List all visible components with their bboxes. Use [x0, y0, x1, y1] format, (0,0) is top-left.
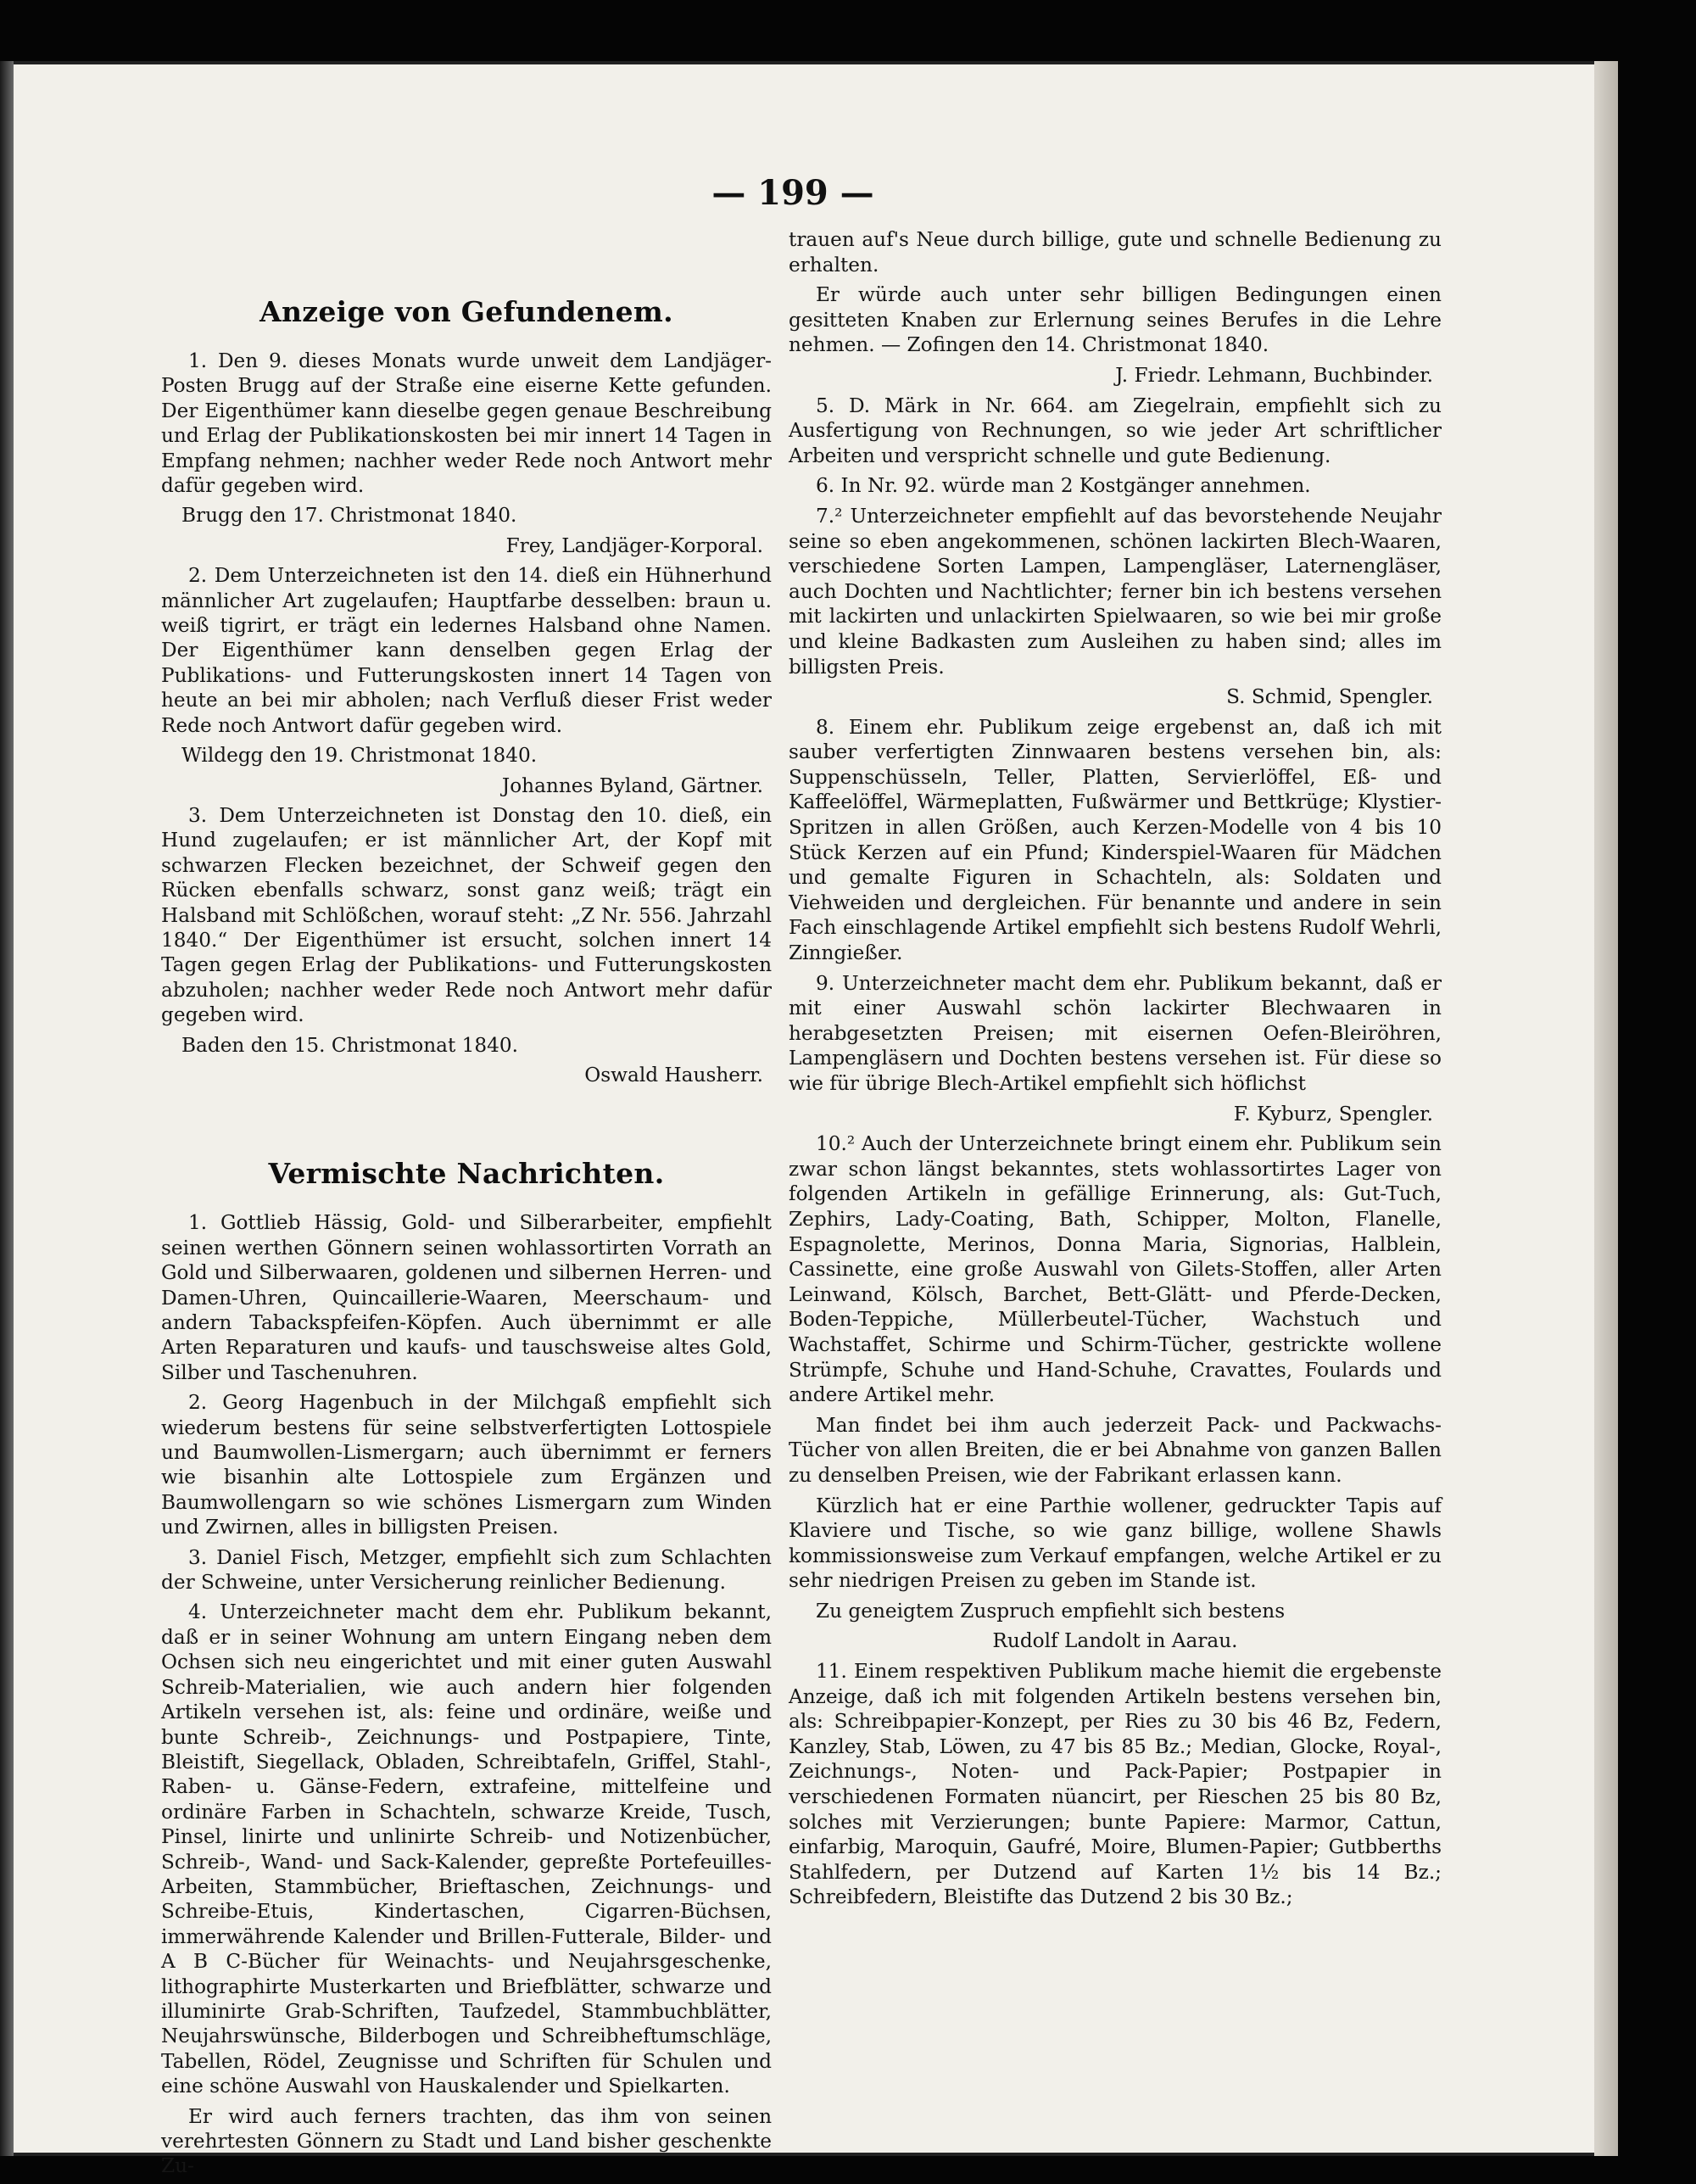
found-notice-1-signature: Frey, Landjäger-Korporal.: [505, 533, 763, 557]
misc-notice-7-signature: S. Schmid, Spengler.: [1226, 685, 1433, 709]
found-notice-3: 3. Dem Unterzeichneten ist Donstag den 10. dieß, ein Hund zugelaufen; er ist männlicher Art, der Kopf mit schwarzen Flecken bezeichnet, der Schweif gegen den Rücken ebenfalls schwarz, sonst ganz weiß; trägt ein Halsband mit Schlößchen, worauf steht: „Z Nr. 556. Jahrzahl 1840.“ Der Eigenthümer ist ersucht, solchen innert 14 Tagen gegen Erlag der Publikations- und Futterungskosten abzuholen; nachher weder Rede noch Antwort mehr dafür gegeben wird.: [161, 803, 772, 1027]
misc-notice-3: 3. Daniel Fisch, Metzger, empfiehlt sich zum Schlachten der Schweine, unter Versicherung reinlicher Bedienung.: [161, 1545, 772, 1595]
found-notice-2-place: Wildegg den 19. Christmonat 1840.: [181, 744, 538, 768]
misc-notice-4-signature: J. Friedr. Lehmann, Buchbinder.: [1115, 363, 1433, 387]
misc-notice-4: 4. Unterzeichneter macht dem ehr. Publikum bekannt, daß er in seiner Wohnung am untern Eingang neben dem Ochsen sich neu eingerichtet und mit einer guten Auswahl Schreib-Materialien, wie auch andern hier folgenden Artikeln versehen ist, als: feine und ordinäre, weiße und bunte Schreib-, Zeichnungs- und Postpapiere, Tinte, Bleistift, Siegellack, Obladen, Schreibtafeln, Griffel, Stahl-, Raben- u. Gänse-Federn, extrafeine, mittelfeine und ordinäre Farben in Schachteln, schwarze Kreide, Tusch, Pinsel, linirte und unlinirte Schreib- und Notizenbücher, Schreib-, Wand- und Sack-Kalender, gepreßte Portefeuilles-Arbeiten, Stammbücher, Brieftaschen, Zeichnungs- und Schreibe-Etuis, Kindertaschen, Cigarren-Büchsen, immerwährende Kalender und Brillen-Futterale, Bilder- und A B C-Bücher für Weinachts- und Neujahrsgeschenke, lithographirte Musterkarten und Briefblätter, schwarze und illuminirte Grab-Schriften, Taufzedel, Stammbuchblätter, Neujahrswünsche, Bilderbogen und Schreibheftumschläge, Tabellen, Rödel, Zeugnisse und Schriften für Schulen und eine schöne Auswahl von Hauskalender und Spielkarten.: [161, 1600, 772, 2098]
page-left-edge: [0, 61, 14, 2156]
misc-notice-8: 8. Einem ehr. Publikum zeige ergebenst an, daß ich mit sauber verfertigten Zinnwaaren bestens versehen bin, als: Suppenschüsseln, Teller, Platten, Servierlöffel, Eß- und Kaffeelöffel, Wärmeplatten, Fußwärmer und Bettkrüge; Klystier-Spritzen in allen Größen, auch Kerzen-Modelle von 4 bis 10 Stück Kerzen auf ein Pfund; Kinderspiel-Waaren für Mädchen und gemalte Figuren in Schachteln, als: Soldaten und Viehweiden und dergleichen. Für benannte und andere in sein Fach einschlagende Artikel empfiehlt sich bestens Rudolf Wehrli, Zinngießer.: [789, 715, 1442, 965]
page-right-edge: [1594, 61, 1618, 2156]
found-notice-1: 1. Den 9. dieses Monats wurde unweit dem Landjäger-Posten Brugg auf der Straße eine eiserne Kette gefunden. Der Eigenthümer kann dieselbe gegen genaue Beschreibung und Erlag der Publikationskosten bei mir innert 14 Tagen in Empfang nehmen; nachher weder Rede noch Antwort mehr dafür gegeben wird.: [161, 349, 772, 498]
misc-notice-10-closing: Zu geneigtem Zuspruch empfiehlt sich bestens: [816, 1599, 1286, 1623]
newspaper-page: [0, 61, 1618, 2178]
misc-notice-4-apprentice: Er würde auch unter sehr billigen Bedingungen einen gesitteten Knaben zur Erlernung seines Berufes in die Lehre nehmen. — Zofingen den 14. Christmonat 1840.: [789, 283, 1442, 357]
misc-notice-1: 1. Gottlieb Hässig, Gold- und Silberarbeiter, empfiehlt seinen werthen Gönnern seinen wohlassortirten Vorrath an Gold und Silberwaaren, goldenen und silbernen Herren- und Damen-Uhren, Quincaillerie-Waaren, Meerschaum- und andern Tabackspfeifen-Köpfen. Auch übernimmt er alle Arten Reparaturen und kaufs- und tauschsweise altes Gold, Silber und Taschenuhren.: [161, 1211, 772, 1384]
right-column: [789, 228, 1442, 1915]
left-column: [161, 231, 772, 2184]
misc-notice-6: 6. In Nr. 92. würde man 2 Kostgänger annehmen.: [816, 474, 1311, 498]
found-notice-2: 2. Dem Unterzeichneten ist den 14. dieß ein Hühnerhund männlicher Art zugelaufen; Hauptfarbe desselben: braun u. weiß tigrirt, er trägt ein ledernes Halsband ohne Namen. Der Eigenthümer kann denselben gegen Erlag der Publikations- und Futterungskosten innert 14 Tagen von heute an bei mir abholen; nach Verfluß dieser Frist weder Rede noch Antwort dafür gegeben wird.: [161, 564, 772, 737]
found-notice-2-signature: Johannes Byland, Gärtner.: [501, 774, 763, 797]
page-number: — 199 —: [711, 173, 874, 213]
misc-notice-2: 2. Georg Hagenbuch in der Milchgaß empfiehlt sich wiederum bestens für seine selbstverfertigten Lottospiele und Baumwollen-Lismergarn; auch übernimmt er ferners wie bisanhin alte Lottospiele zum Ergänzen und Baumwollengarn so wie schönes Lismergarn zum Winden und Zwirnen, alles in billigsten Preisen.: [161, 1391, 772, 1539]
misc-notice-9-signature: F. Kyburz, Spengler.: [1233, 1102, 1433, 1126]
misc-notice-7: 7.² Unterzeichneter empfiehlt auf das bevorstehende Neujahr seine so eben angekommenen, schönen lackirten Blech-Waaren, verschiedene Sorten Lampen, Lampengläser, Laternengläser, auch Dochten und Nachtlichter; ferner bin ich bestens versehen mit lackirten und unlackirten Spielwaaren, so wie bei mir große und kleine Badkasten zum Ausleihen zu haben sind; alles im billigsten Preis.: [789, 504, 1442, 679]
found-notice-1-place: Brugg den 17. Christmonat 1840.: [181, 504, 517, 528]
misc-notice-10-signature: Rudolf Landolt in Aarau.: [992, 1629, 1238, 1653]
misc-notice-10: 10.² Auch der Unterzeichnete bringt einem ehr. Publikum sein zwar schon längst bekanntes, stets wohlassortirtes Lager von folgenden Artikeln in gefällige Erinnerung, als: Gut-Tuch, Zephirs, Lady-Coating, Bath, Schipper, Molton, Flanelle, Espagnolette, Merinos, Donna Maria, Signorias, Halblein, Cassinette, eine große Auswahl von Gilets-Stoffen, aller Arten Leinwand, Kölsch, Barchet, Bett-Glätt- und Pferde-Decken, Boden-Teppiche, Müllerbeutel-Tücher, Wachstuch und Wachstaffet, Schirme und Schirm-Tücher, gestrickte wollene Strümpfe, Schuhe und Hand-Schuhe, Cravattes, Foulards und andere Artikel mehr.: [789, 1132, 1442, 1407]
misc-notice-4-end: trauen auf's Neue durch billige, gute und schnelle Bedienung zu erhalten.: [789, 228, 1442, 276]
found-notice-3-place: Baden den 15. Christmonat 1840.: [181, 1033, 519, 1057]
misc-notice-9: 9. Unterzeichneter macht dem ehr. Publikum bekannt, daß er mit einer Auswahl schön lackirter Blechwaaren in herabgesetzten Preisen; mit eisernen Oefen-Bleiröhren, Lampengläsern und Dochten bestens versehen ist. Für diese so wie für übrige Blech-Artikel empfiehlt sich höflichst: [789, 971, 1442, 1095]
misc-notice-10-packcloth: Man findet bei ihm auch jederzeit Pack- und Packwachs-Tücher von allen Breiten, die er bei Abnahme von ganzen Ballen zu denselben Preisen, wie der Fabrikant erlassen kann.: [789, 1413, 1442, 1487]
misc-notice-4-continued: Er wird auch ferners trachten, das ihm von seinen verehrtesten Gönnern zu Stadt und Land bisher geschenkte Zu-: [161, 2104, 772, 2178]
misc-notice-11: 11. Einem respektiven Publikum mache hiemit die ergebenste Anzeige, daß ich mit folgenden Artikeln bestens versehen bin, als: Schreibpapier-Konzept, per Ries zu 30 bis 46 Bz, Federn, Kanzley, Stab, Löwen, zu 47 bis 85 Bz.; Median, Glocke, Royal-, Zeichnungs-, Noten- und Pack-Papier; Postpapier in verschiedenen Formaten nüancirt, per Rieschen 25 bis 80 Bz, solches mit Verzierungen; bunte Papiere: Marmor, Cattun, einfarbig, Maroquin, Gaufré, Moire, Blumen-Papier; Gutbberths Stahlfedern, per Dutzend auf Karten 1½ bis 14 Bz.; Schreibfedern, Bleistifte das Dutzend 2 bis 30 Bz.;: [789, 1660, 1442, 1909]
heading-found-items: Anzeige von Gefundenem.: [259, 295, 673, 328]
misc-notice-10-tapis: Kürzlich hat er eine Parthie wollener, gedruckter Tapis auf Klaviere und Tische, so wie ganz billige, wollene Shawls kommissionsweise zum Verkauf empfangen, welche Artikel er zu sehr niedrigen Preisen zu geben im Stande ist.: [789, 1494, 1442, 1593]
found-notice-3-signature: Oswald Hausherr.: [584, 1063, 763, 1086]
heading-misc-news: Vermischte Nachrichten.: [268, 1157, 665, 1191]
misc-notice-5: 5. D. Märk in Nr. 664. am Ziegelrain, empfiehlt sich zu Ausfertigung von Rechnungen, so wie jeder Art schriftlicher Arbeiten und verspricht schnelle und gute Bedienung.: [789, 394, 1442, 467]
